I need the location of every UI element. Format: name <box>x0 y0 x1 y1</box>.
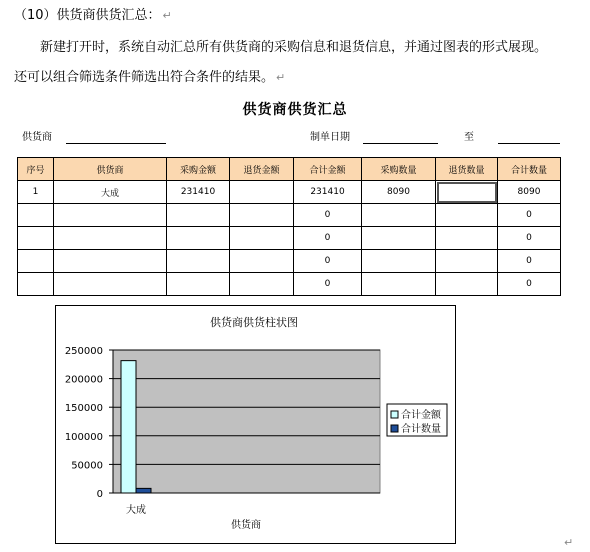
table-cell[interactable] <box>18 250 54 273</box>
y-tick-label: 200000 <box>64 374 103 386</box>
paragraph-line-1-text: 新建打开时，系统自动汇总所有供货商的采购信息和退货信息，并通过图表的形式展现。 <box>40 40 548 55</box>
bar-合计金额 <box>121 361 136 493</box>
header-cell: 退货金额 <box>230 158 294 181</box>
table-cell[interactable] <box>436 273 498 296</box>
table-cell[interactable] <box>54 227 167 250</box>
table-cell[interactable] <box>230 273 294 296</box>
table-cell[interactable] <box>230 181 294 204</box>
table-cell[interactable] <box>436 204 498 227</box>
table-cell[interactable] <box>436 250 498 273</box>
table-cell[interactable]: 大成 <box>54 181 167 204</box>
bar-合计数量 <box>136 488 151 493</box>
date-from-field[interactable] <box>363 143 438 144</box>
table-cell[interactable]: 231410 <box>294 181 362 204</box>
table-cell[interactable]: 0 <box>294 227 362 250</box>
summary-table <box>17 157 561 296</box>
table-cell[interactable] <box>167 204 230 227</box>
table-cell[interactable]: 8090 <box>498 181 561 204</box>
return-mark: ↵ <box>276 71 286 84</box>
table-cell[interactable] <box>362 273 436 296</box>
plot-area <box>113 350 380 493</box>
legend-label: 合计金额 <box>401 410 441 421</box>
y-tick-label: 0 <box>96 489 103 500</box>
table-cell[interactable] <box>230 204 294 227</box>
table-cell[interactable] <box>54 273 167 296</box>
table-cell[interactable]: 0 <box>498 227 561 250</box>
date-label: 制单日期 <box>310 132 350 143</box>
legend-swatch <box>391 425 398 432</box>
return-mark-end <box>562 535 573 552</box>
y-tick-label: 50000 <box>71 460 103 472</box>
legend-swatch <box>391 411 398 418</box>
supplier-field[interactable] <box>66 143 166 144</box>
table-header-row <box>18 158 561 181</box>
table-cell[interactable] <box>362 250 436 273</box>
bar-chart <box>56 306 455 543</box>
table-cell[interactable] <box>54 204 167 227</box>
table-cell[interactable] <box>18 273 54 296</box>
table-row <box>18 181 561 204</box>
table-cell[interactable]: 0 <box>498 273 561 296</box>
table-row <box>18 250 561 273</box>
x-tick-label: 大成 <box>126 505 146 516</box>
legend-label: 合计数量 <box>401 424 441 435</box>
paragraph-line-2-text: 还可以组合筛选条件筛选出符合条件的结果。 <box>14 70 275 85</box>
table-cell[interactable] <box>18 227 54 250</box>
table-cell[interactable] <box>167 250 230 273</box>
paragraph-line-2 <box>14 70 285 86</box>
header-cell: 供货商 <box>54 158 167 181</box>
table-cell[interactable] <box>167 273 230 296</box>
table-row <box>18 227 561 250</box>
section-heading <box>14 8 172 24</box>
table-cell[interactable] <box>18 204 54 227</box>
to-label: 至 <box>464 132 474 143</box>
return-mark: ↵ <box>162 9 172 22</box>
header-cell: 采购数量 <box>362 158 436 181</box>
header-cell: 退货数量 <box>436 158 498 181</box>
table-cell[interactable] <box>54 250 167 273</box>
chart-frame <box>55 305 456 544</box>
table-cell[interactable] <box>230 250 294 273</box>
table-cell[interactable] <box>230 227 294 250</box>
y-tick-label: 150000 <box>64 403 103 415</box>
table-row <box>18 204 561 227</box>
date-to-field[interactable] <box>498 143 560 144</box>
header-cell: 采购金额 <box>167 158 230 181</box>
header-cell: 序号 <box>18 158 54 181</box>
table-cell[interactable]: 8090 <box>362 181 436 204</box>
table-cell[interactable]: 231410 <box>167 181 230 204</box>
table-cell[interactable]: 0 <box>294 273 362 296</box>
selected-cell[interactable] <box>436 181 498 204</box>
form-title: 供货商供货汇总 <box>242 102 348 118</box>
table-cell[interactable]: 0 <box>498 204 561 227</box>
table-cell[interactable]: 0 <box>294 250 362 273</box>
supplier-label: 供货商 <box>22 132 52 143</box>
x-axis-label: 供货商 <box>231 520 261 531</box>
table-cell[interactable]: 0 <box>294 204 362 227</box>
table-cell[interactable] <box>362 204 436 227</box>
y-tick-label: 100000 <box>64 431 103 443</box>
table-cell[interactable]: 0 <box>498 250 561 273</box>
table-cell[interactable] <box>362 227 436 250</box>
header-cell: 合计金额 <box>294 158 362 181</box>
table-row <box>18 273 561 296</box>
paragraph-line-1 <box>40 40 547 56</box>
table-cell[interactable]: 1 <box>18 181 54 204</box>
section-heading-text: （10）供货商供货汇总： <box>14 8 161 23</box>
table-cell[interactable] <box>436 227 498 250</box>
table-cell[interactable] <box>167 227 230 250</box>
chart-title: 供货商供货柱状图 <box>210 316 298 329</box>
y-tick-label: 250000 <box>64 346 103 357</box>
return-mark: ↵ <box>564 536 574 549</box>
header-cell: 合计数量 <box>498 158 561 181</box>
